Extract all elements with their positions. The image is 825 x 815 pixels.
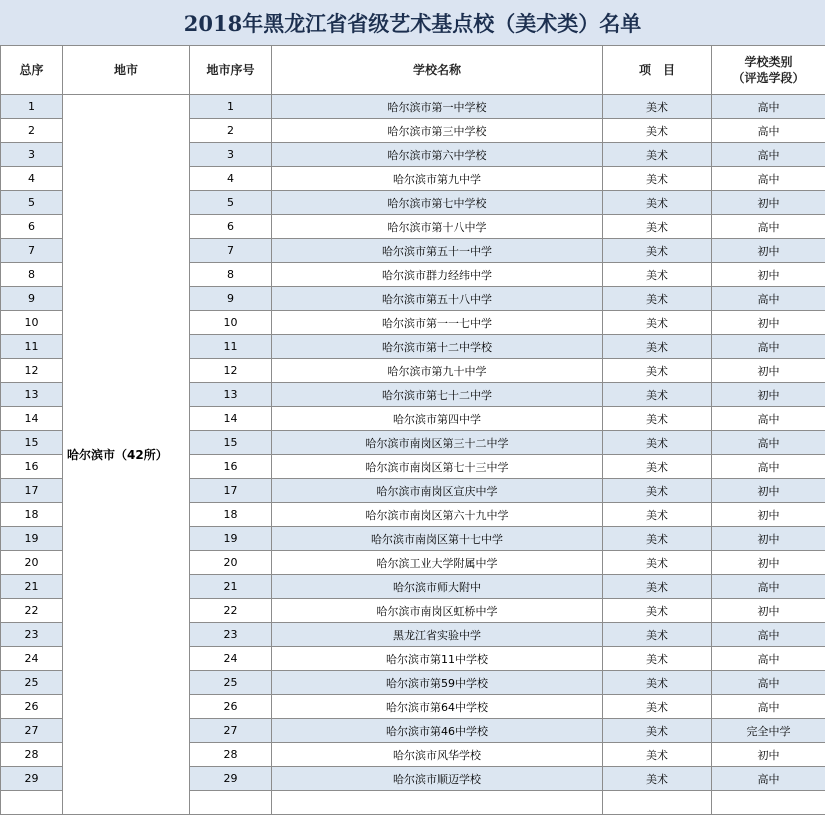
category-cell: 初中 (712, 359, 825, 383)
item-cell: 美术 (603, 671, 712, 695)
city-no-cell: 5 (190, 191, 272, 215)
category-cell: 高中 (712, 167, 825, 191)
city-no-cell: 20 (190, 551, 272, 575)
item-cell: 美术 (603, 575, 712, 599)
city-no-cell: 4 (190, 167, 272, 191)
total-no-cell: 22 (1, 599, 63, 623)
col-header-city: 地市 (63, 46, 190, 95)
item-cell: 美术 (603, 359, 712, 383)
col-header-item: 项 目 (603, 46, 712, 95)
city-no-cell: 25 (190, 671, 272, 695)
city-no-cell: 26 (190, 695, 272, 719)
school-name-cell: 哈尔滨市第九十中学 (272, 359, 603, 383)
category-cell: 高中 (712, 695, 825, 719)
city-no-cell: 14 (190, 407, 272, 431)
total-no-cell: 25 (1, 671, 63, 695)
category-cell: 完全中学 (712, 719, 825, 743)
table-row (1, 95, 825, 119)
school-name-cell: 哈尔滨市第四中学 (272, 407, 603, 431)
city-no-cell: 29 (190, 767, 272, 791)
category-cell: 高中 (712, 287, 825, 311)
total-no-cell: 10 (1, 311, 63, 335)
col-header-school-category (712, 46, 825, 95)
school-name-cell: 哈尔滨市第七十二中学 (272, 383, 603, 407)
school-table (0, 45, 825, 815)
school-name-cell: 哈尔滨工业大学附属中学 (272, 551, 603, 575)
city-cell: 哈尔滨市（42所） (63, 95, 190, 815)
item-cell: 美术 (603, 167, 712, 191)
total-no-cell: 18 (1, 503, 63, 527)
item-cell: 美术 (603, 287, 712, 311)
school-name-cell: 哈尔滨市群力经纬中学 (272, 263, 603, 287)
total-no-cell: 2 (1, 119, 63, 143)
total-no-cell: 12 (1, 359, 63, 383)
total-no-cell: 14 (1, 407, 63, 431)
city-no-cell: 6 (190, 215, 272, 239)
city-no-cell: 23 (190, 623, 272, 647)
school-name-cell: 哈尔滨市南岗区第十七中学 (272, 527, 603, 551)
category-cell: 高中 (712, 671, 825, 695)
city-no-cell: 8 (190, 263, 272, 287)
item-cell: 美术 (603, 407, 712, 431)
school-name-cell: 哈尔滨市第三中学校 (272, 119, 603, 143)
item-cell: 美术 (603, 383, 712, 407)
total-no-cell: 19 (1, 527, 63, 551)
school-name-cell: 哈尔滨市顺迈学校 (272, 767, 603, 791)
empty-cell (190, 791, 272, 815)
total-no-cell: 4 (1, 167, 63, 191)
school-name-cell: 哈尔滨市南岗区第七十三中学 (272, 455, 603, 479)
city-no-cell: 7 (190, 239, 272, 263)
category-cell: 初中 (712, 743, 825, 767)
col-header-total-no: 总序 (1, 46, 63, 95)
city-no-cell: 10 (190, 311, 272, 335)
item-cell: 美术 (603, 695, 712, 719)
table-header-row (1, 46, 825, 95)
total-no-cell: 27 (1, 719, 63, 743)
page-title: 2018年黑龙江省省级艺术基点校（美术类）名单 (0, 0, 825, 46)
category-cell: 高中 (712, 767, 825, 791)
city-no-cell: 15 (190, 431, 272, 455)
item-cell: 美术 (603, 191, 712, 215)
item-cell: 美术 (603, 599, 712, 623)
category-cell: 初中 (712, 503, 825, 527)
school-name-cell: 哈尔滨市风华学校 (272, 743, 603, 767)
category-cell: 高中 (712, 431, 825, 455)
school-name-cell: 哈尔滨市南岗区虹桥中学 (272, 599, 603, 623)
item-cell: 美术 (603, 239, 712, 263)
category-cell: 高中 (712, 575, 825, 599)
item-cell: 美术 (603, 143, 712, 167)
total-no-cell: 6 (1, 215, 63, 239)
school-name-cell: 哈尔滨市第十八中学 (272, 215, 603, 239)
item-cell: 美术 (603, 503, 712, 527)
city-no-cell: 13 (190, 383, 272, 407)
item-cell: 美术 (603, 623, 712, 647)
item-cell: 美术 (603, 767, 712, 791)
city-no-cell: 11 (190, 335, 272, 359)
category-cell: 高中 (712, 623, 825, 647)
total-no-cell: 11 (1, 335, 63, 359)
category-cell: 高中 (712, 455, 825, 479)
empty-cell (272, 791, 603, 815)
category-cell: 初中 (712, 239, 825, 263)
item-cell: 美术 (603, 215, 712, 239)
city-no-cell: 27 (190, 719, 272, 743)
item-cell: 美术 (603, 263, 712, 287)
total-no-cell: 1 (1, 95, 63, 119)
city-no-cell: 16 (190, 455, 272, 479)
total-no-cell: 23 (1, 623, 63, 647)
city-no-cell: 12 (190, 359, 272, 383)
total-no-cell: 17 (1, 479, 63, 503)
empty-cell (603, 791, 712, 815)
category-cell: 高中 (712, 407, 825, 431)
school-name-cell: 哈尔滨市第64中学校 (272, 695, 603, 719)
item-cell: 美术 (603, 647, 712, 671)
category-cell: 初中 (712, 383, 825, 407)
category-cell: 高中 (712, 647, 825, 671)
total-no-cell: 13 (1, 383, 63, 407)
city-no-cell: 22 (190, 599, 272, 623)
school-name-cell: 黑龙江省实验中学 (272, 623, 603, 647)
school-name-cell: 哈尔滨市第46中学校 (272, 719, 603, 743)
empty-cell (1, 791, 63, 815)
category-cell: 初中 (712, 311, 825, 335)
school-name-cell: 哈尔滨市第九中学 (272, 167, 603, 191)
category-cell: 高中 (712, 143, 825, 167)
school-name-cell: 哈尔滨市第五十一中学 (272, 239, 603, 263)
total-no-cell: 8 (1, 263, 63, 287)
school-name-cell: 哈尔滨市第六中学校 (272, 143, 603, 167)
item-cell: 美术 (603, 551, 712, 575)
col-header-school-name: 学校名称 (272, 46, 603, 95)
category-cell: 初中 (712, 551, 825, 575)
total-no-cell: 9 (1, 287, 63, 311)
category-cell: 高中 (712, 119, 825, 143)
item-cell: 美术 (603, 431, 712, 455)
col-header-category-line1: 学校类别 (712, 54, 825, 70)
school-name-cell: 哈尔滨市第十二中学校 (272, 335, 603, 359)
city-no-cell: 17 (190, 479, 272, 503)
item-cell: 美术 (603, 335, 712, 359)
city-no-cell: 2 (190, 119, 272, 143)
city-no-cell: 19 (190, 527, 272, 551)
item-cell: 美术 (603, 455, 712, 479)
item-cell: 美术 (603, 719, 712, 743)
item-cell: 美术 (603, 479, 712, 503)
total-no-cell: 26 (1, 695, 63, 719)
category-cell: 初中 (712, 479, 825, 503)
city-no-cell: 21 (190, 575, 272, 599)
total-no-cell: 7 (1, 239, 63, 263)
col-header-city-no: 地市序号 (190, 46, 272, 95)
category-cell: 高中 (712, 95, 825, 119)
total-no-cell: 28 (1, 743, 63, 767)
category-cell: 初中 (712, 527, 825, 551)
total-no-cell: 24 (1, 647, 63, 671)
total-no-cell: 21 (1, 575, 63, 599)
total-no-cell: 3 (1, 143, 63, 167)
item-cell: 美术 (603, 743, 712, 767)
category-cell: 初中 (712, 599, 825, 623)
school-name-cell: 哈尔滨市第七中学校 (272, 191, 603, 215)
total-no-cell: 16 (1, 455, 63, 479)
city-no-cell: 18 (190, 503, 272, 527)
item-cell: 美术 (603, 95, 712, 119)
total-no-cell: 15 (1, 431, 63, 455)
school-name-cell: 哈尔滨市第五十八中学 (272, 287, 603, 311)
school-name-cell: 哈尔滨市第一中学校 (272, 95, 603, 119)
school-name-cell: 哈尔滨市师大附中 (272, 575, 603, 599)
total-no-cell: 5 (1, 191, 63, 215)
city-no-cell: 28 (190, 743, 272, 767)
empty-cell (712, 791, 825, 815)
category-cell: 高中 (712, 335, 825, 359)
total-no-cell: 20 (1, 551, 63, 575)
school-name-cell: 哈尔滨市南岗区宣庆中学 (272, 479, 603, 503)
item-cell: 美术 (603, 527, 712, 551)
school-name-cell: 哈尔滨市第11中学校 (272, 647, 603, 671)
col-header-category-line2: （评选学段） (712, 70, 825, 86)
school-name-cell: 哈尔滨市第一一七中学 (272, 311, 603, 335)
school-name-cell: 哈尔滨市第59中学校 (272, 671, 603, 695)
category-cell: 高中 (712, 215, 825, 239)
category-cell: 初中 (712, 263, 825, 287)
city-no-cell: 9 (190, 287, 272, 311)
item-cell: 美术 (603, 119, 712, 143)
city-no-cell: 24 (190, 647, 272, 671)
total-no-cell: 29 (1, 767, 63, 791)
school-name-cell: 哈尔滨市南岗区第三十二中学 (272, 431, 603, 455)
city-no-cell: 3 (190, 143, 272, 167)
category-cell: 初中 (712, 191, 825, 215)
item-cell: 美术 (603, 311, 712, 335)
school-name-cell: 哈尔滨市南岗区第六十九中学 (272, 503, 603, 527)
city-no-cell: 1 (190, 95, 272, 119)
